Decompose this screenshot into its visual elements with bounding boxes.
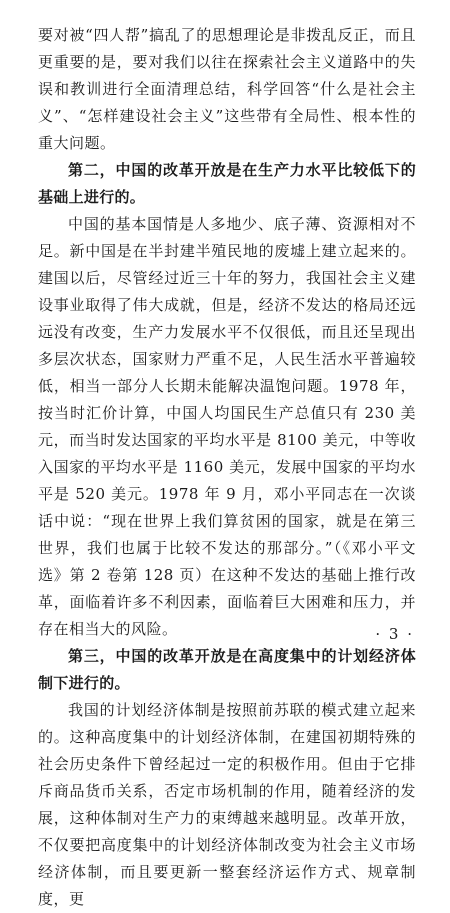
paragraph-continuation: 要对被“四人帮”搞乱了的思想理论是非拨乱反正，而且更重要的是，要对我们以往在探索社会主义道路中的失误和教训进行全面清理总结，科学回答“什么是社会主义”、“怎样建设社会主义”这些带有全局性、根本性的重大问题。 — [38, 26, 416, 152]
paragraph-planned-economy: 我国的计划经济体制是按照前苏联的模式建立起来的。这种高度集中的计划经济体制，在建国初期特殊的社会历史条件下曾经起过一定的积极作用。但由于它排斥商品货币关系，否定市场机制的作用，随着经济的发展，这种体制对生产力的束缚越来越明显。改革开放，不仅要把高度集中的计划经济体制改变为社会主义市场经济体制，而且要更新一整套经济运作方式、规章制度，更 — [38, 701, 416, 908]
paragraph-national-conditions: 中国的基本国情是人多地少、底子薄、资源相对不足。新中国是在半封建半殖民地的废墟上建立起来的。建国以后，尽管经过近三十年的努力，我国社会主义建设事业取得了伟大成就，但是，经济不发达的格局还远远没有改变，生产力发展水平不仅很低，而且还呈现出多层次状态，国家财力严重不足，人民生活水平普遍较低，相当一部分人长期未能解决温饱问题。1978 年，按当时汇价计算，中国人均国民生产总值只有 230 美元，而当时发达国家的平均水平是 8100 美元，中等收入国家的平均水平是 1160 美元，发展中国家的平均水平是 520 美元。1978 年 9 月，邓小平同志在一次谈话中说：“现在世界上我们算贫困的国家，就是在第三世界，我们也属于比较不发达的那部分。”（《邓小平文选》第 2 卷第 128 页）在这种不发达的基础上推行改革，面临着许多不利因素，面临着巨大困难和压力，并存在相当大的风险。 — [38, 215, 416, 638]
section-heading-third: 第三，中国的改革开放是在高度集中的计划经济体制下进行的。 — [38, 647, 416, 692]
section-heading-second: 第二，中国的改革开放是在生产力水平比较低下的基础上进行的。 — [38, 161, 416, 206]
page-number: · 3 · — [375, 625, 414, 643]
body-text — [38, 22, 416, 913]
